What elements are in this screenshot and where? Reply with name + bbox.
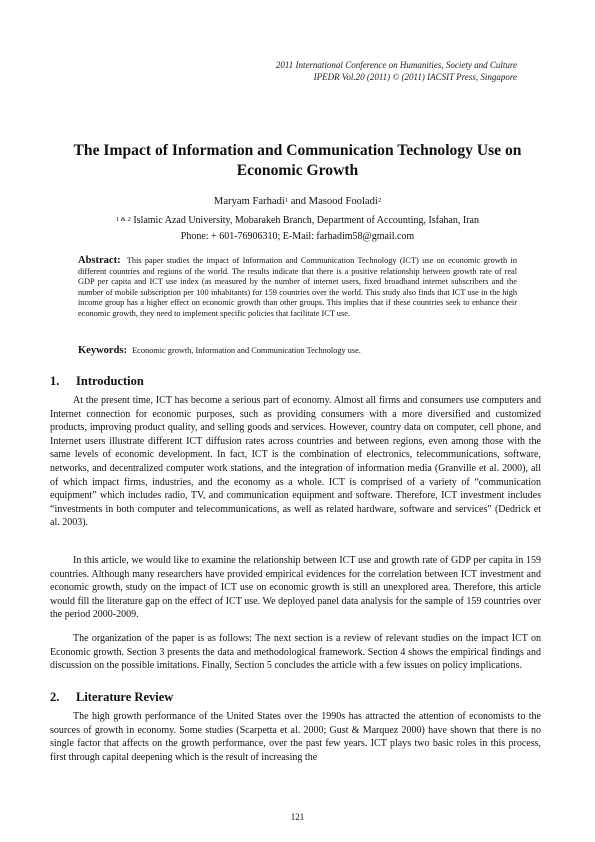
section-number: 1.	[50, 374, 60, 388]
paper-title: The Impact of Information and Communication Technology Use on Economic Growth	[73, 142, 522, 179]
conference-line: 2011 International Conference on Humanities, Society and Culture	[275, 60, 517, 70]
affiliation-mark: 2	[377, 197, 382, 204]
affiliation-mark: 1 & 2	[116, 216, 131, 223]
paragraph: In this article, we would like to examine the relationship between ICT use and growth rate of GDP per capita in 159 countries. Although many researchers have provided empirical evidences for the correlation between ICT investment and economic growth, study on the impact of ICT use on economic growth is still an unexplored area. Therefore, this article would fill the literature gap on the effect of ICT use. We deployed panel data analysis for the sample of 159 countries over the period 2000-2009.	[50, 555, 541, 621]
affiliation-line	[50, 213, 545, 229]
paragraph: The organization of the paper is as follows: The next section is a review of relevant studies on the impact ICT on Economic growth. Section 3 presents the data and methodological framework. Section 4 shows the empirical findings and discussion on the possible imitations. Finally, Section 5 concludes the article with a few issues on policy implications.	[50, 633, 541, 672]
section-title: Literature Review	[76, 690, 174, 704]
paragraph: At the present time, ICT has become a serious part of economy. Almost all firms and consumers use computers and Internet connection for economic purposes, such as providing consumers with a more diversified and customized products, improving product quality, and selling goods and services. However, country data on computer, cell phone, and Internet users illustrate different ICT diffusion rates across countries and between regions, even among those with the same levels of economic development. In fact, ICT is the combination of electronics, telecommunications, software, networks, and decentralized computer work stations, and the integration of information media (Granville et al. 2000), all of which impact firms, industries, and the economy as a whole. ICT is comprised of a variety of “communication equipment” which includes radio, TV, and communication equipment and software. Therefore, ICT investment includes “investments in both computer and telecommunications, as well as related hardware, software and services” (Dedrick et al. 2003).	[50, 395, 541, 529]
section-number: 2.	[50, 690, 60, 704]
author-name: Masood Fooladi	[308, 196, 378, 207]
affiliation-mark: 1	[284, 197, 289, 204]
section-heading	[50, 689, 173, 705]
contact-line: Phone: + 601-76906310; E-Mail: farhadim58@gmail.com	[180, 231, 415, 242]
paragraph: The high growth performance of the United States over the 1990s has attracted the attention of economists to the sources of growth in economy. Some studies (Scarpetta et al. 2000; Gust & Marquez 2000) have shown that there is no single factor that affects on the growth performance, over the past few years. ICT plays two basic roles in this process, first through capital deepening which is the result of increasing the	[50, 711, 541, 763]
keywords-text: Economic growth, Information and Communication Technology use.	[132, 346, 361, 355]
section-title: Introduction	[76, 374, 144, 388]
abstract-text: This paper studies the impact of Information and Communication Technology (ICT) use on economic growth in different countries and regions of the world. The results indicate that there is a positive relationship between growth rate of real GDP per capita and ICT use index (as measured by the number of internet users, fixed broadband internet subscribers and the number of mobile subscription per 100 inhabitants) for 159 countries over the world. This study also finds that ICT use in the high income group has a higher effect on economic growth than other groups. This implies that if these countries seek to enhance their economic growth, they need to implement specific policies that facilitate ICT use.	[78, 256, 517, 318]
author-line	[50, 195, 545, 209]
abstract	[78, 256, 517, 319]
page-number: 121	[290, 812, 305, 822]
abstract-label: Abstract:	[78, 255, 121, 266]
keywords	[78, 345, 517, 356]
author-name: Maryam Farhadi	[213, 196, 285, 207]
keywords-label: Keywords:	[78, 345, 127, 356]
affiliation-block	[50, 213, 545, 245]
affiliation-text: Islamic Azad University, Mobarakeh Branch, Department of Accounting, Isfahan, Iran	[133, 215, 479, 226]
section-heading	[50, 373, 144, 389]
running-header	[97, 59, 517, 83]
author-conjunction: and	[288, 196, 309, 207]
proceedings-line: IPEDR Vol.20 (2011) © (2011) IACSIT Press, Singapore	[313, 72, 517, 82]
